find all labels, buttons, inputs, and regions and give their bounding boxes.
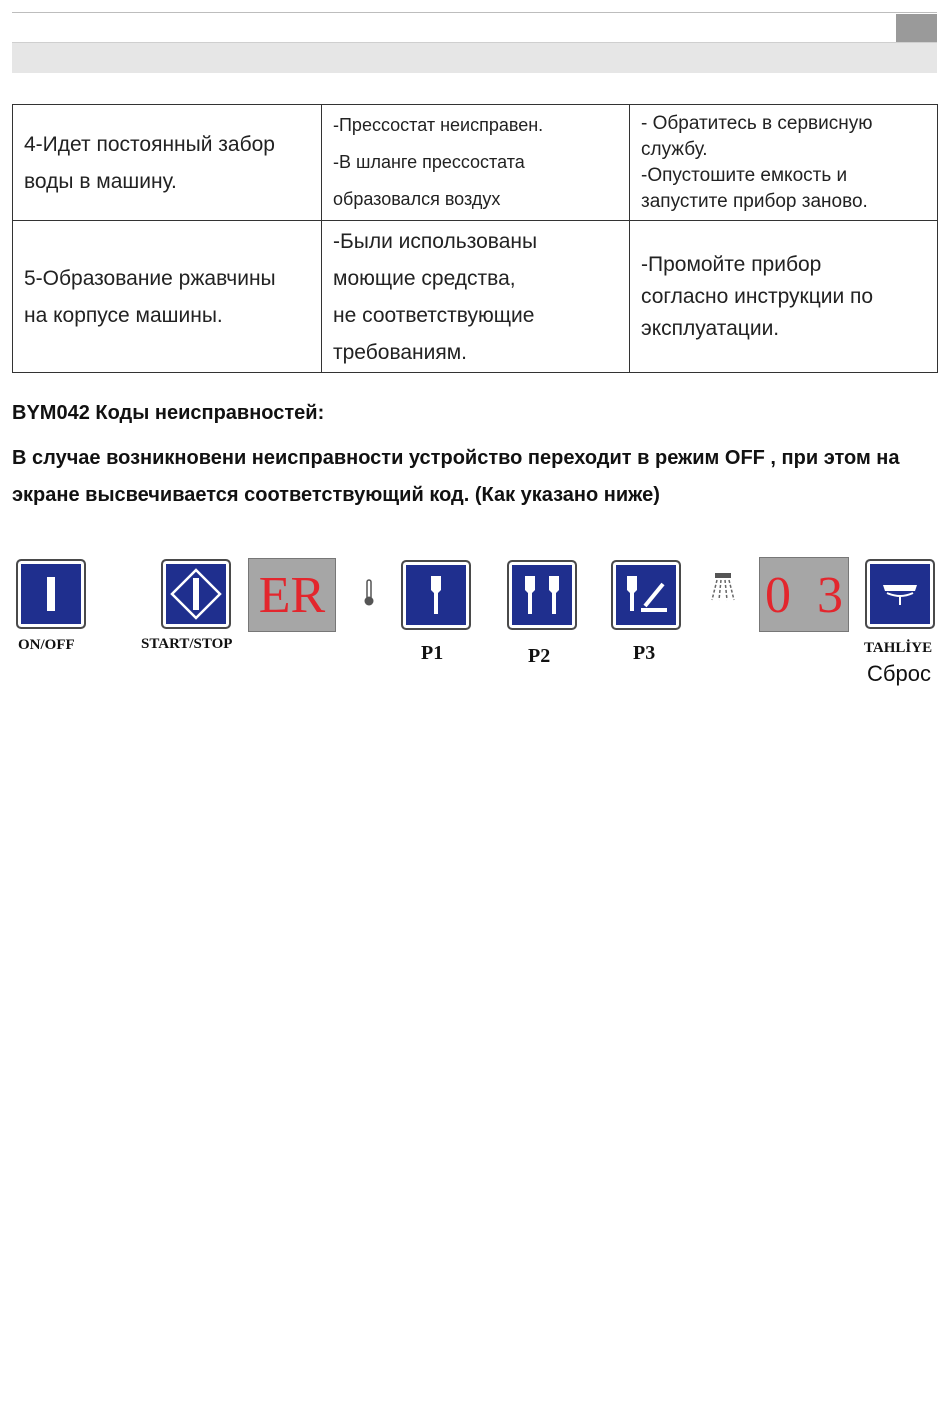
power-icon [18, 561, 84, 627]
on-off-button[interactable] [16, 559, 86, 629]
p3-button[interactable] [611, 560, 681, 630]
solution-cell: - Обратитесь в сервисную службу. -Опустошите емкость и запустите прибор заново. [630, 105, 938, 221]
drain-icon [867, 561, 933, 627]
p1-label: P1 [421, 642, 444, 664]
spray-icon [709, 571, 737, 603]
code-display: 0 3 [759, 557, 849, 632]
on-off-label: ON/OFF [18, 637, 75, 653]
problem-cell: 5-Образование ржавчины на корпусе машины. [13, 221, 322, 373]
p3-program-icon [613, 562, 679, 628]
start-stop-icon [163, 561, 229, 627]
tahliye-button[interactable] [865, 559, 935, 629]
start-stop-button[interactable] [161, 559, 231, 629]
page-corner-tab [896, 14, 937, 42]
p1-program-icon [403, 562, 469, 628]
start-stop-label: START/STOP [141, 636, 233, 652]
header-band [12, 42, 937, 73]
p2-button[interactable] [507, 560, 577, 630]
p2-label: P2 [528, 645, 551, 667]
section-paragraph: В случае возникновени неисправности устройство переходит в режим OFF , при этом на экране высвечивается соответствующий код. (Как указано ниже) [12, 447, 900, 506]
p1-button[interactable] [401, 560, 471, 630]
table-row [13, 221, 938, 373]
header-rule [12, 12, 937, 13]
table-row [13, 105, 938, 221]
cause-cell: -Прессостат неисправен. -В шланге прессостата образовался воздух [322, 105, 630, 221]
fault-table [12, 104, 938, 373]
reset-label: Сброс [867, 661, 931, 686]
error-display: ER [248, 558, 336, 632]
solution-cell: -Промойте прибор согласно инструкции по эксплуатации. [630, 221, 938, 373]
cause-cell: -Были использованы моющие средства, не соответствующие требованиям. [322, 221, 630, 373]
p3-label: P3 [633, 642, 656, 664]
tahliye-label: TAHLİYE [864, 640, 933, 656]
problem-cell: 4-Идет постоянный забор воды в машину. [13, 105, 322, 221]
p2-program-icon [509, 562, 575, 628]
thermometer-icon [362, 578, 376, 608]
section-heading: BYM042 Коды неисправностей: [12, 402, 325, 424]
